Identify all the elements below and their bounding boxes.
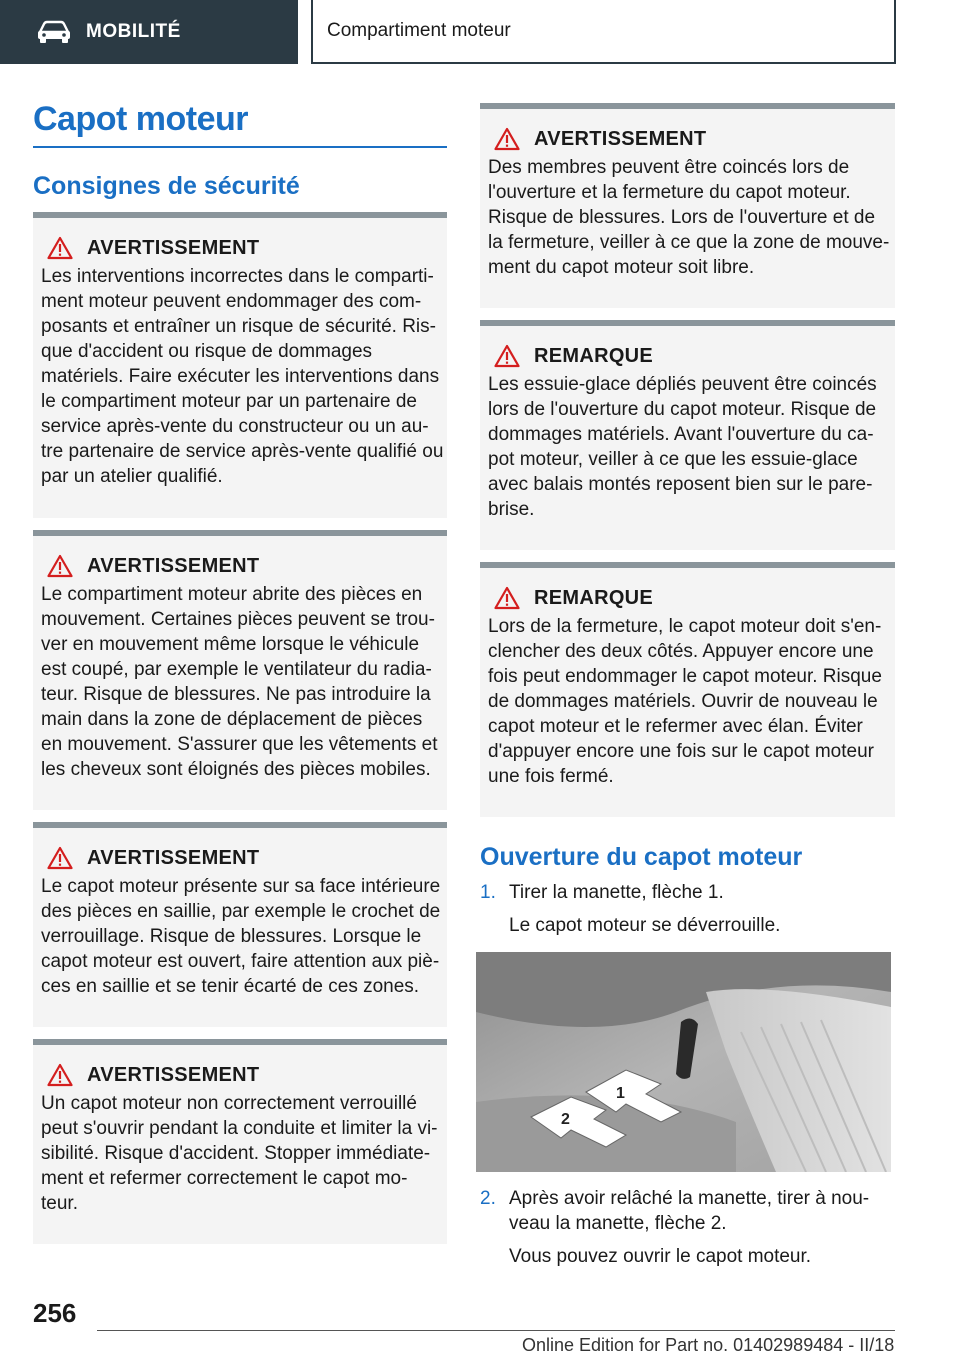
warning-triangle-icon	[47, 846, 73, 870]
box-title: REMARQUE	[534, 586, 654, 609]
box-title: AVERTISSEMENT	[87, 846, 260, 869]
step-1	[480, 880, 895, 938]
box-text-line: par un atelier qualifié.	[41, 466, 223, 487]
page-title: Capot moteur	[33, 100, 248, 138]
step-text: Tirer la manette, flèche 1.	[509, 882, 724, 903]
box-text-line: le compartiment moteur par un partenaire de	[41, 391, 417, 412]
box-text-line: tre partenaire de service après-vente qualifié ou	[41, 441, 444, 462]
page-number: 256	[33, 1298, 77, 1328]
box-text-line: une fois fermé.	[488, 766, 614, 787]
warning-box	[33, 530, 447, 810]
footer-rule	[97, 1330, 895, 1331]
box-text	[488, 614, 887, 789]
opening-heading: Ouverture du capot moteur	[480, 843, 803, 871]
box-text-line: Les essuie-glace dépliés peuvent être coincés	[488, 374, 877, 395]
box-text-line: capot moteur et le refermer avec élan. Éviter	[488, 716, 863, 737]
step-result: Le capot moteur se déverrouille.	[509, 915, 781, 936]
box-title: AVERTISSEMENT	[534, 127, 707, 150]
step-result: Vous pouvez ouvrir le capot moteur.	[509, 1246, 812, 1267]
box-header	[41, 552, 439, 580]
warning-triangle-icon	[494, 344, 520, 368]
photo-label-2: 2	[561, 1111, 570, 1128]
box-text-line: brise.	[488, 499, 535, 520]
warning-triangle-icon	[47, 1063, 73, 1087]
step-text: Après avoir relâché la manette, tirer à nou-	[509, 1188, 870, 1209]
title-underline	[33, 146, 447, 148]
box-text-line: capot moteur est ouvert, faire attention aux piè-	[41, 951, 440, 972]
box-text-line: ces en saillie et se tenir écarté de ces zones.	[41, 976, 420, 997]
box-text-line: ment du capot moteur soit libre.	[488, 257, 755, 278]
box-text-line: Lors de la fermeture, le capot moteur doit s'en-	[488, 616, 882, 637]
box-header	[488, 584, 887, 612]
box-text-line: Des membres peuvent être coincés lors de	[488, 157, 850, 178]
warning-triangle-icon	[47, 236, 73, 260]
chapter-label: Compartiment moteur	[327, 20, 511, 41]
box-text-line: ver en mouvement même lorsque le véhicule	[41, 634, 420, 655]
header-chapter-tab	[311, 0, 896, 64]
box-text-line: Les interventions incorrectes dans le comparti-	[41, 266, 434, 287]
box-text	[488, 372, 887, 522]
box-text-line: d'appuyer encore une fois sur le capot moteur	[488, 741, 874, 762]
box-text-line: des pièces en saillie, par exemple le crochet de	[41, 901, 441, 922]
box-text	[41, 1091, 439, 1216]
box-header	[41, 234, 439, 262]
warning-box	[33, 822, 447, 1027]
box-text-line: avec balais montés reposent bien sur le pare-	[488, 474, 873, 495]
safety-heading: Consignes de sécurité	[33, 172, 300, 200]
warning-box	[33, 212, 447, 518]
box-text-line: verrouillage. Risque de blessures. Lorsque le	[41, 926, 422, 947]
box-text-line: main dans la zone de déplacement de pièces	[41, 709, 423, 730]
box-text-line: en mouvement. S'assurer que les vêtements et	[41, 734, 438, 755]
note-box	[480, 562, 895, 817]
box-title: AVERTISSEMENT	[87, 236, 260, 259]
warning-triangle-icon	[494, 586, 520, 610]
box-header	[488, 125, 887, 153]
box-text-line: de dommages matériels. Ouvrir de nouveau le	[488, 691, 878, 712]
box-text-line: teur. Risque de blessures. Ne pas introduire la	[41, 684, 431, 705]
box-text-line: fois peut endommager le capot moteur. Risque	[488, 666, 882, 687]
box-header	[41, 844, 439, 872]
photo-label-1: 1	[616, 1085, 625, 1102]
box-text-line: mouvement. Certaines pièces peuvent se trou-	[41, 609, 435, 630]
header-section-tab	[0, 0, 298, 64]
box-text	[488, 155, 890, 280]
warning-triangle-icon	[494, 127, 520, 151]
step-text: veau la manette, flèche 2.	[509, 1213, 727, 1234]
note-box	[480, 320, 895, 550]
box-text-line: sibilité. Risque d'accident. Stopper immédiate-	[41, 1143, 431, 1164]
box-text-line: service après-vente du constructeur ou un au-	[41, 416, 429, 437]
box-text-line: ment moteur peuvent endommager des com-	[41, 291, 422, 312]
box-text-line: que d'accident ou risque de dommages	[41, 341, 373, 362]
box-text	[41, 264, 444, 489]
box-text-line: dommages matériels. Avant l'ouverture du ca-	[488, 424, 874, 445]
car-icon	[36, 20, 72, 44]
box-header	[488, 342, 887, 370]
box-text-line: ment et refermer correctement le capot mo-	[41, 1168, 408, 1189]
box-title: AVERTISSEMENT	[87, 554, 260, 577]
box-text-line: Le capot moteur présente sur sa face intérieure	[41, 876, 441, 897]
box-text	[41, 582, 439, 782]
box-title: AVERTISSEMENT	[87, 1063, 260, 1086]
step-2	[480, 1186, 895, 1269]
step-number: 2.	[480, 1188, 496, 1209]
box-text	[41, 874, 439, 999]
box-text-line: peut s'ouvrir pendant la conduite et limiter la vi-	[41, 1118, 438, 1139]
warning-triangle-icon	[47, 554, 73, 578]
edition-info: Online Edition for Part no. 01402989484 - II/18	[522, 1335, 895, 1355]
box-text-line: l'ouverture et la fermeture du capot moteur.	[488, 182, 851, 203]
warning-box	[33, 1039, 447, 1244]
box-text-line: Le compartiment moteur abrite des pièces en	[41, 584, 423, 605]
box-text-line: clencher des deux côtés. Appuyer encore une	[488, 641, 874, 662]
box-text-line: est coupé, par exemple le ventilateur du radia-	[41, 659, 432, 680]
hood-release-lever-photo	[476, 952, 891, 1172]
box-text-line: posants et entraîner un risque de sécurité. Ris-	[41, 316, 436, 337]
box-text-line: les cheveux sont éloignés des pièces mobiles.	[41, 759, 431, 780]
box-text-line: pot moteur, veiller à ce que les essuie-glace	[488, 449, 858, 470]
step-number: 1.	[480, 882, 496, 903]
box-text-line: teur.	[41, 1193, 78, 1214]
warning-box	[480, 103, 895, 308]
box-text-line: Un capot moteur non correctement verrouillé	[41, 1093, 417, 1114]
box-text-line: Risque de blessures. Lors de l'ouverture et de	[488, 207, 876, 228]
box-text-line: la fermeture, veiller à ce que la zone de mouve-	[488, 232, 890, 253]
section-label: MOBILITÉ	[86, 21, 181, 42]
box-text-line: matériels. Faire exécuter les interventions dans	[41, 366, 440, 387]
box-text-line: lors de l'ouverture du capot moteur. Risque de	[488, 399, 877, 420]
box-header	[41, 1061, 439, 1089]
box-title: REMARQUE	[534, 344, 654, 367]
